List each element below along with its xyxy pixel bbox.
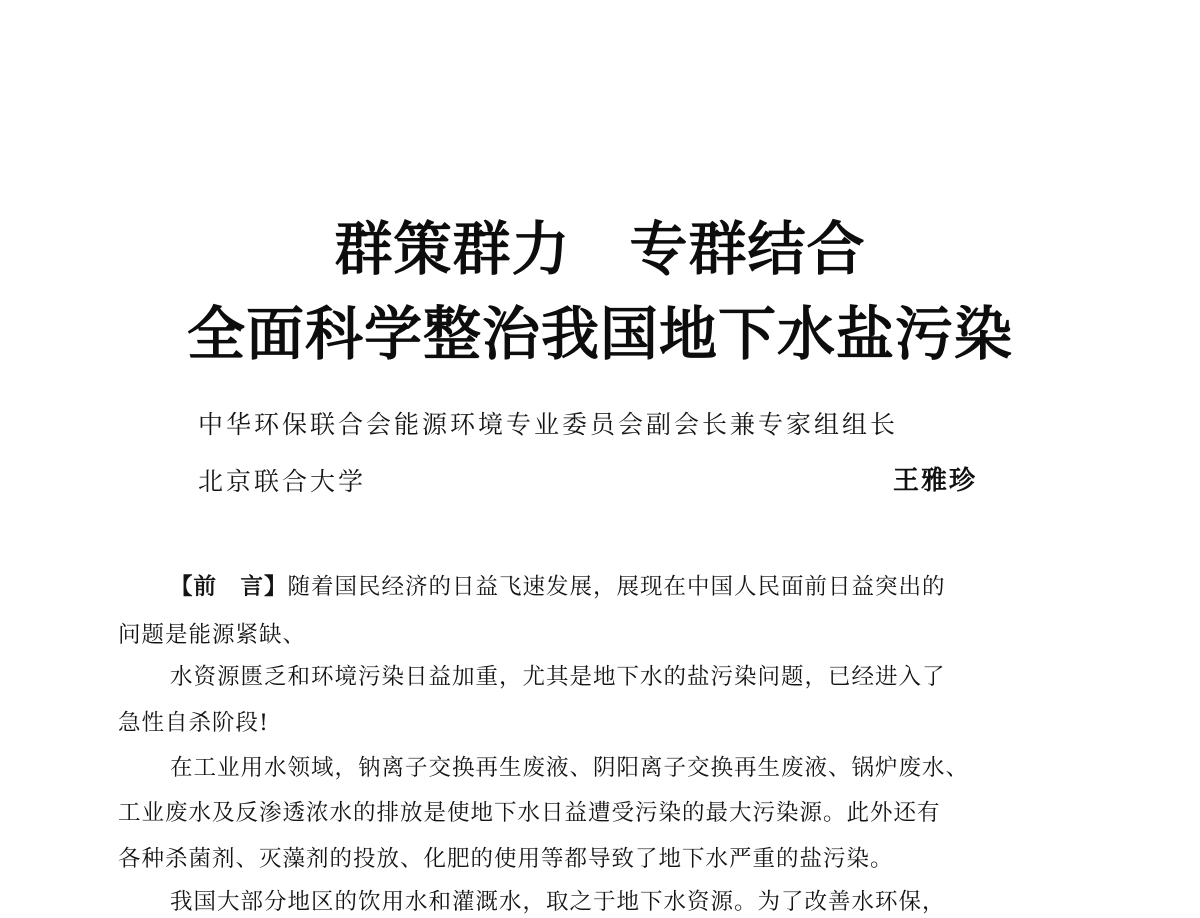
body-line-2: 问题是能源紧缺、 bbox=[118, 622, 307, 648]
body-line-8: 我国大部分地区的饮用水和灌溉水，取之于地下水资源。为了改善水环保， bbox=[170, 889, 946, 915]
body-line-7: 各种杀菌剂、灭藻剂的投放、化肥的使用等都导致了地下水严重的盐污染。 bbox=[118, 846, 894, 872]
body-line-6: 工业废水及反渗透浓水的排放是使地下水日益遭受污染的最大污染源。此外还有 bbox=[118, 800, 941, 826]
body-line-1-text: 随着国民经济的日益飞速发展，展现在中国人民面前日益突出的 bbox=[287, 574, 946, 600]
body-line-3: 水资源匮乏和环境污染日益加重，尤其是地下水的盐污染问题，已经进入了 bbox=[170, 664, 946, 690]
body-line-4: 急性自杀阶段! bbox=[118, 710, 270, 736]
affiliation-line-2: 北京联合大学 bbox=[198, 467, 367, 496]
body-line-1 bbox=[170, 569, 946, 601]
body-line-5: 在工业用水领域，钠离子交换再生废液、阴阳离子交换再生废液、锅炉废水、 bbox=[170, 755, 970, 781]
preface-tag: 【前 言】 bbox=[170, 574, 288, 600]
affiliation-line-1: 中华环保联合会能源环境专业委员会副会长兼专家组组长 bbox=[198, 410, 899, 439]
author-name: 王雅珍 bbox=[893, 466, 978, 496]
title-line-1: 群策群力 专群结合 bbox=[334, 215, 866, 283]
title-line-2: 全面科学整治我国地下水盐污染 bbox=[186, 300, 1013, 368]
